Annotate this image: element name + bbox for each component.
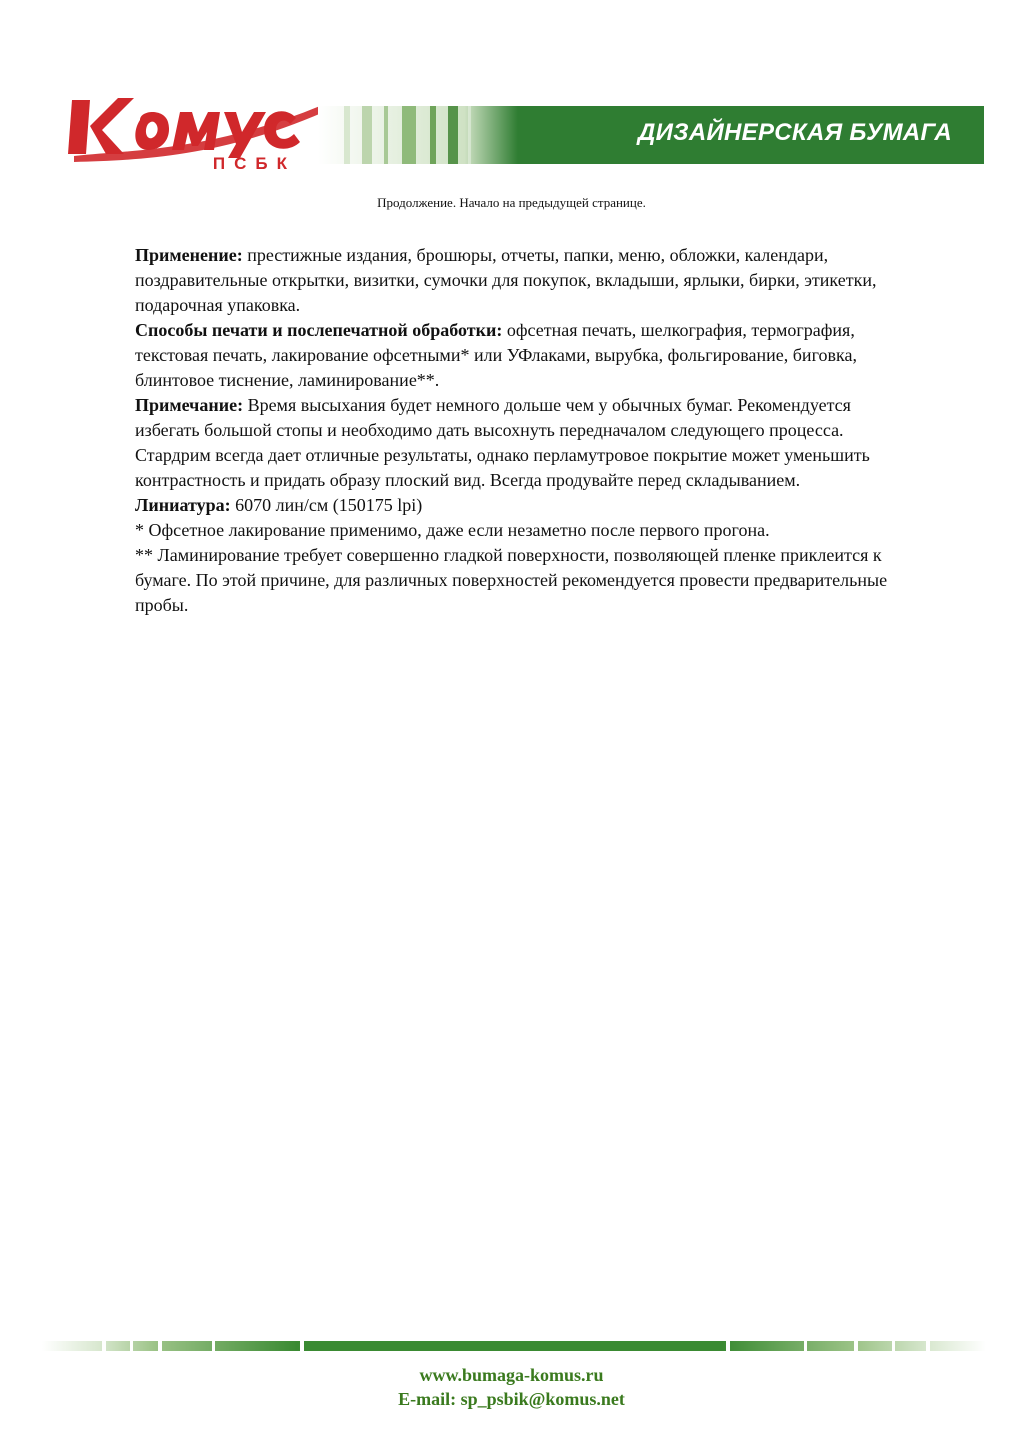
application-label: Применение: <box>135 245 243 265</box>
logo-subtext: ПСБК <box>212 154 296 172</box>
footer-email-link[interactable]: E-mail: sp_psbik@komus.net <box>398 1389 625 1409</box>
application-paragraph <box>135 243 905 318</box>
continuation-note: Продолжение. Начало на предыдущей странице. <box>377 195 646 210</box>
printing-paragraph <box>135 318 905 393</box>
page-title: ДИЗАЙНЕРСКАЯ БУМАГА <box>637 119 952 146</box>
note-paragraph <box>135 393 905 493</box>
lineature-label: Линиатура: <box>135 495 231 515</box>
header-banner <box>318 106 984 164</box>
printing-text: офсетная печать, шелкография, термография, текстовая печать, лакирование офсетными* или УФлаками, вырубка, фольгирование, биговка, блинтовое тиснение, ламинирование**. <box>135 320 857 390</box>
product-description <box>135 243 905 618</box>
footer-website-link[interactable]: www.bumaga-komus.ru <box>419 1365 604 1385</box>
footnote-lamination: ** Ламинирование требует совершенно гладкой поверхности, позволяющей пленке приклеится к бумаге. По этой причине, для различных поверхностей рекомендуется провести предварительные пробы. <box>135 545 888 615</box>
note-text: Время высыхания будет немного дольше чем у обычных бумаг. Рекомендуется избегать большой стопы и необходимо дать высохнуть передначалом следующего процесса. Стардрим всегда дает отличные результаты, однако перламутровое покрытие может уменьшить контрастность и придать образу плоский вид. Всегда продувайте перед складыванием. <box>135 395 870 490</box>
komus-logo <box>68 92 328 172</box>
printing-label: Способы печати и послепечатной обработки: <box>135 320 503 340</box>
lineature-paragraph <box>135 493 905 518</box>
note-label: Примечание: <box>135 395 244 415</box>
lineature-text: 6070 лин/см (150175 lpi) <box>230 495 423 515</box>
application-text: престижные издания, брошюры, отчеты, папки, меню, обложки, календари, поздравительные открытки, визитки, сумочки для покупок, вкладыши, ярлыки, бирки, этикетки, подарочная упаковка. <box>135 245 877 315</box>
footer-divider <box>42 1338 986 1354</box>
page-header <box>0 0 1023 180</box>
footnote-varnish: * Офсетное лакирование применимо, даже если незаметно после первого прогона. <box>135 520 770 540</box>
